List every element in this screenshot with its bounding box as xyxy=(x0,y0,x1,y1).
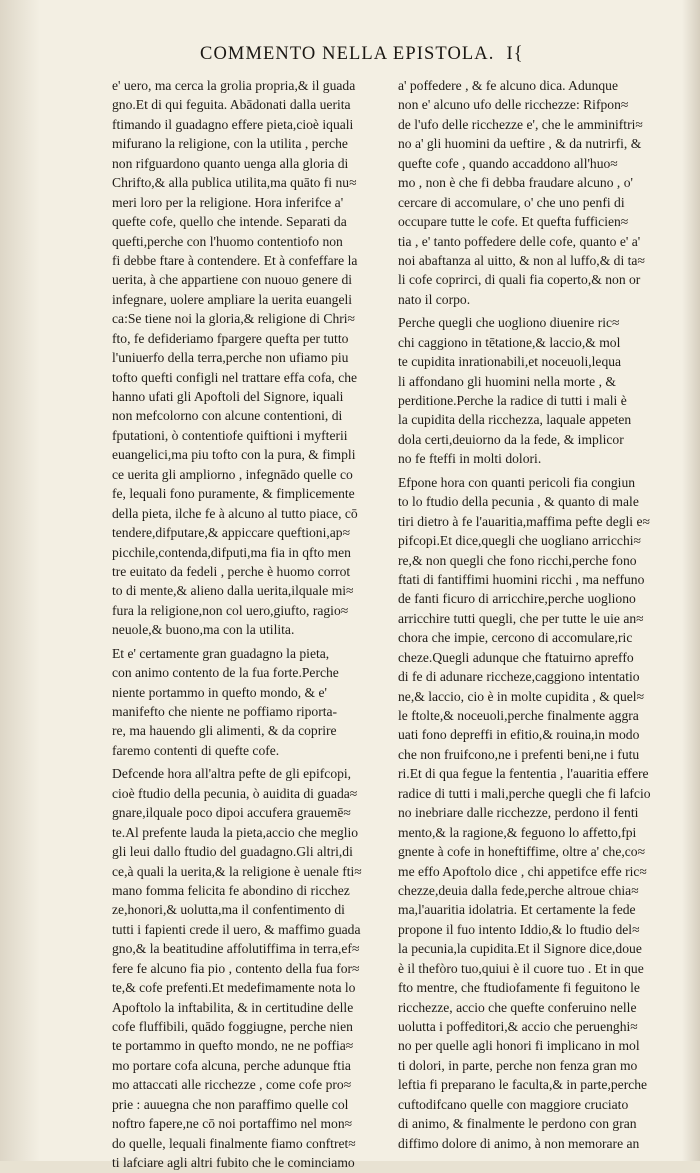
text-line: fura la religione,non col uero,giufto, ragio≈ xyxy=(112,602,349,618)
text-line: mano fomma felicita fe abondino di ricchez xyxy=(112,882,350,898)
text-line: infegnare, uolere ampliare la uerita euangeli xyxy=(112,291,353,307)
text-line: tutti i fapienti crede il uero, & maffimo guada xyxy=(112,921,361,937)
text-line: Apoftolo la inftabilita, & in certitudine delle xyxy=(112,999,354,1015)
text-line: la cupidita della ricchezza, laquale appeten xyxy=(398,412,632,428)
text-line: no per quelle agli honori fi implicano in mol xyxy=(398,1038,640,1054)
text-line: tia , e' tanto poffedere delle cofe, quanto e' a' xyxy=(398,233,641,249)
text-line: Chrifto,& alla publica utilita,ma quāto fi nu≈ xyxy=(112,175,357,191)
text-line: fi debbe ftare à contendere. Et à confeffare la xyxy=(112,252,358,268)
text-line: te.Al prefente lauda la pieta,accio che meglio xyxy=(112,824,359,840)
text-line: li cofe coprirci, di quali fia coperto,& non or xyxy=(398,272,641,288)
text-line: te portammo in quefto mondo, ne ne poffia≈ xyxy=(112,1038,354,1054)
text-line: radice di tutti i mali,perche quegli che fi lafcio xyxy=(398,785,651,801)
text-line: chi caggiono in tētatione,& laccio,& mol xyxy=(398,334,621,350)
text-line: tendere,difputare,& appiccare queftioni,ap≈ xyxy=(112,525,351,541)
text-line: fputationi, ò contentiofe quiftioni i myfterii xyxy=(112,427,348,443)
running-title: COMMENTO NELLA EPISTOLA. xyxy=(200,44,495,64)
text-line: ca:Se tiene noi la gloria,& religione di Chri≈ xyxy=(112,311,356,327)
right-text-column xyxy=(398,76,674,1153)
text-line: di animo, & finalmente le perdono con gran xyxy=(398,1116,637,1132)
text-line: hanno ufati gli Apoftoli del Signore, iquali xyxy=(112,389,344,404)
text-line: chora che impie, cercono di accomulare,ric xyxy=(398,630,633,646)
text-line: le ftolte,& noceuoli,perche finalmente aggra xyxy=(398,708,639,723)
gutter-shadow xyxy=(0,0,40,1161)
text-line: ri.Et di qua fegue la fententia , l'auaritia effere xyxy=(398,766,649,782)
text-line: la pecunia,la cupidita.Et il Signore dice,doue xyxy=(398,941,642,957)
paragraph xyxy=(112,764,388,1172)
text-line: uerita, à che appartiene con nuouo genere di xyxy=(112,272,353,288)
text-line: fto, fe defideriamo fpargere quefta per tutto xyxy=(112,330,349,346)
text-line: tre euitato da fedeli , perche è huomo corrot xyxy=(112,563,351,579)
text-line: uolutta i poffeditori,& accio che peruenghi≈ xyxy=(398,1019,638,1034)
text-line: picchile,contenda,difputi,ma fia in qfto men xyxy=(112,544,351,560)
left-text-column xyxy=(112,76,388,1173)
text-line: quefti,perche con l'huomo contentiofo non xyxy=(112,233,343,249)
text-line: occupare tutte le cofe. Et quefta fufficien≈ xyxy=(398,214,629,230)
text-line: dola certi,deuiorno da la fede, & implicor xyxy=(398,431,624,447)
text-line: li affondano gli huomini nella morte , & xyxy=(398,373,616,389)
text-line: faremo contenti di quefte cofe. xyxy=(112,742,280,758)
text-line: gno.Et di qui feguita. Abādonati dalla uerita xyxy=(112,97,351,113)
text-line: di fe di adunare riccheze,caggiono intentatio xyxy=(398,669,640,685)
text-line: Et e' certamente gran guadagno la pieta, xyxy=(112,645,330,661)
text-line: Perche quegli che uogliono diuenire ric≈ xyxy=(398,315,620,331)
text-line: non e' alcuno ufo delle ricchezze: Rifpon≈ xyxy=(398,97,629,113)
text-line: cuftodifcano quelle con maggiore cruciato xyxy=(398,1096,629,1112)
text-line: propone il fuo intento Iddio,& lo ftudio del≈ xyxy=(398,921,640,937)
text-line: cofe fluffibili, quādo foggiugne, perche nien xyxy=(112,1019,353,1034)
text-line: non rifguardono quanto uenga alla gloria di xyxy=(112,155,349,171)
text-line: perditione.Perche la radice di tutti i mali è xyxy=(398,393,627,408)
paragraph xyxy=(398,76,674,309)
text-line: euangelici,ma piu tofto con la pura, & fimpli xyxy=(112,447,356,463)
text-line: gnare,ilquale poco dipoi accufera grauemē≈ xyxy=(112,805,351,821)
text-line: uati fono depreffi in efitio,& rouina,in modo xyxy=(398,727,640,743)
text-line: fere fe alcuno fia pio , contento della fua for≈ xyxy=(112,960,360,976)
text-line: pifcopi.Et dice,quegli che uogliano arricchi≈ xyxy=(398,533,641,549)
paragraph xyxy=(112,644,388,761)
text-line: de fanti ficuro di arricchire,perche uogliono xyxy=(398,591,636,607)
paragraph xyxy=(398,313,674,469)
text-line: diffimo dolore di animo, à non memorare an xyxy=(398,1135,640,1151)
text-line: cioè ftudio della pecunia, ò auidita di guada≈ xyxy=(112,785,358,801)
text-line: manifefto che niente ne poffiamo riporta- xyxy=(112,704,338,719)
text-line: fto mentre, che ftudiofamente fi feguitono le xyxy=(398,980,640,996)
running-header xyxy=(200,44,670,68)
text-line: tofto quefti configli nel trattare effa cofa, che xyxy=(112,369,358,385)
text-line: è il thefòro tuo,quiui è il cuore tuo . Et in que xyxy=(398,960,644,976)
text-line: re, ma hauendo gli alimenti, & da coprire xyxy=(112,723,337,739)
text-line: gnente à cofe in honeftiffime, oltre a' che,co≈ xyxy=(398,844,646,860)
text-line: mifurano la religione, con la utilita , perche xyxy=(112,136,348,152)
text-line: to lo ftudio della pecunia , & quanto di male xyxy=(398,494,639,510)
text-line: te,& cofe prefenti.Et medefimamente nota lo xyxy=(112,980,356,996)
text-line: ti dolori, in parte, perche non fenza gran mo xyxy=(398,1057,638,1073)
text-line: tiri dietro à fe l'auaritia,maffima pefte degli e≈ xyxy=(398,513,650,529)
text-line: neuole,& buono,ma con la utilita. xyxy=(112,622,295,638)
text-line: quefte cofe, quello che intende. Separati da xyxy=(112,214,347,230)
text-line: me effo Apoftolo dice , chi appetifce effe ric≈ xyxy=(398,863,647,879)
folio-number: I{ xyxy=(506,44,524,64)
paragraph xyxy=(398,473,674,1153)
text-line: de l'ufo delle ricchezze e', che le amminiftri≈ xyxy=(398,116,643,132)
paragraph xyxy=(112,76,388,640)
text-line: ce uerita gli ampliorno , infegnādo quelle co xyxy=(112,466,353,482)
text-line: te cupidita inrationabili,et noceuoli,lequa xyxy=(398,354,622,370)
text-line: ti lafciare agli altri fubito che le cominciamo xyxy=(112,1155,355,1171)
text-line: niente portammo in quefto mondo, & e' xyxy=(112,684,327,700)
text-line: ftimando il guadagno effere pieta,cioè iquali xyxy=(112,116,354,132)
text-line: mo , non è che fi debba fraudare alcuno , o' xyxy=(398,175,633,191)
text-line: cercare di accomulare, o' che uno penfi di xyxy=(398,194,625,210)
text-line: gli leui dallo ftudio del guadagno.Gli altri,di xyxy=(112,844,353,860)
text-line: a' poffedere , & fe alcuno dica. Adunque xyxy=(398,78,618,93)
text-line: nato il corpo. xyxy=(398,291,471,307)
text-line: ma,l'auaritia idolatria. Et certamente la fede xyxy=(398,902,636,918)
text-line: con animo contento de la fua forte.Perche xyxy=(112,665,339,681)
text-line: Defcende hora all'altra pefte de gli epifcopi, xyxy=(112,766,352,782)
text-line: no fe fteffi in molti dolori. xyxy=(398,451,542,467)
text-line: meri loro per la religione. Hora inferifce a' xyxy=(112,194,344,210)
text-line: gno,& la beatitudine affolutiffima in terra,ef≈ xyxy=(112,941,360,957)
text-line: ze,honori,& uolutta,ma il confentimento di xyxy=(112,902,345,918)
text-line: ne,& laccio, cio è in molte cupidita , & quel≈ xyxy=(398,688,645,704)
text-line: della pieta, ilche fe à alcuno al tutto piace, cō xyxy=(112,505,358,521)
page-edge-shadow xyxy=(682,0,700,1161)
text-line: l'uniuerfo della terra,perche non ufiamo piu xyxy=(112,350,349,366)
text-line: mo attaccati alle ricchezze , come cofe pro≈ xyxy=(112,1077,352,1093)
text-line: prie : auuegna che non paraffimo quelle col xyxy=(112,1096,349,1112)
text-line: e' uero, ma cerca la grolia propria,& il guada xyxy=(112,78,356,93)
text-line: mo portare cofa alcuna, perche adunque ftia xyxy=(112,1057,351,1073)
text-line: ftati di fantiffimi huomini ricchi , ma neffuno xyxy=(398,571,645,587)
text-line: to di mente,& alieno dalla uerita,ilquale mi≈ xyxy=(112,583,354,599)
text-line: noftro fapere,ne cō noi portaffimo nel mon≈ xyxy=(112,1116,353,1132)
text-line: re,& non quegli che fono ricchi,perche fono xyxy=(398,552,637,568)
text-line: che non fruifcono,ne i prefenti beni,ne i futu xyxy=(398,746,640,762)
text-line: fe, lequali fono puramente, & fimplicemente xyxy=(112,486,355,502)
text-line: mento,& la ragione,& feguono lo affetto,fpi xyxy=(398,824,637,840)
text-line: quefte cofe , quando accaddono all'huo≈ xyxy=(398,155,618,171)
text-line: arricchire tutti quegli, che per tutte le uie an≈ xyxy=(398,610,644,626)
text-line: do quelle, lequali finalmente fiamo conftret≈ xyxy=(112,1135,356,1151)
text-line: non mefcolorno con alcune contentioni, di xyxy=(112,408,343,424)
text-line: ce,à quali la uerita,& la religione è uenale fti≈ xyxy=(112,863,362,879)
text-line: ricchezze, accio che quefte conferuino nelle xyxy=(398,999,637,1015)
text-line: chezze,deuia dalla fede,perche altroue chia≈ xyxy=(398,882,639,898)
text-line: cheze.Quegli adunque che ftatuirno apreffo xyxy=(398,649,634,665)
text-line: no a' gli huomini da ueftire , & da nutrirfi, & xyxy=(398,136,642,152)
text-line: noi abaftanza al uitto, & non al luffo,& di ta≈ xyxy=(398,252,645,268)
text-line: no inebriare dalle ricchezze, perdono il fenti xyxy=(398,805,639,821)
text-line: Efpone hora con quanti pericoli fia congiun xyxy=(398,474,636,490)
text-line: leftia fi preparano le faculta,& in parte,perche xyxy=(398,1077,648,1093)
